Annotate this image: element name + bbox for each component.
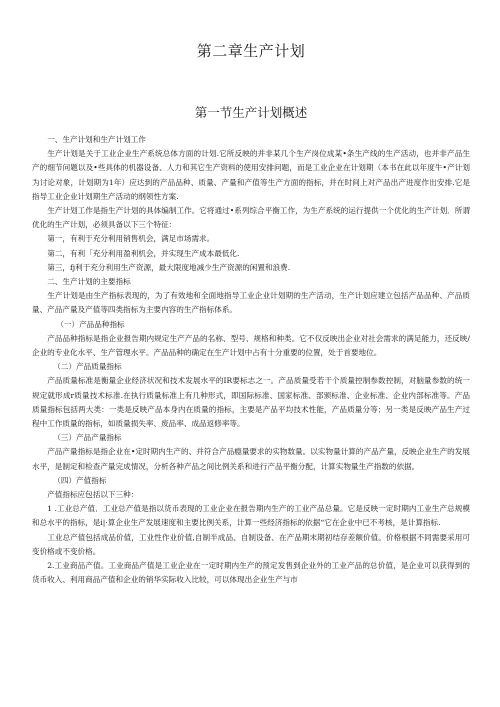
paragraph: 产值指标应包括以下三种： (47, 490, 139, 500)
paragraph: 生产计划是由生产指标表现的，为了有效地和全面地指导工业企业计划期的生产活动，生产计划应建立包括产品品种、产品质量、产品产量及产值等四类指标为主要内容的生产指标体系。 (32, 291, 470, 315)
subheading-output-indicator: （三）产品产量指标 (53, 433, 122, 443)
heading-production-plan-work: 一、生产计划和生产计划工作 (47, 135, 146, 144)
paragraph: 工业总产值包括成品价值，工业性作业价值,自制半成品、自制设备、在产品期末期初结存差额价值。价格根据不同需要采用可变价格或不变价格。 (32, 532, 470, 556)
paragraph: 生产计划是关于工业企业生产系统总体方面的计划.它所反映的并非某几个生产岗位成某•条生产线的生产活动，也并非产品生产的细节问题以及•些具体的机器设备、人力和其它生产资料的使用安排问题，而是工业企业在计划期（本书在此以年度牛•产计划为讨论对象，计划期为1年）应达到的产品品种、质量、产量和产值等生产方面的指标，并在时间上对产品出产进度作出安排.它是指导工业企业计划期生产活动的纲领性方案. (32, 149, 470, 201)
heading-main-indicators: 二、生产计划的主要指标 (47, 277, 131, 287)
chapter-title: 第二章生产计划 (196, 42, 306, 60)
paragraph: 生产计划工作是指生产计划的具体编制工作。它将通过•系列综合平衡工作，为生产系统的运行提供一个优化的生产计划．所谓优化的生产计划，必须具备以下三个特征： (32, 206, 470, 230)
paragraph: 产品产量指标是指企业在•定时期内生产的、并符合产品瘾量要求的实物数量。以实物量计算的产品产量，反映企业生产的发展水平，是制定和检查产量完成情况，分析各种产品之间比例关系和进行产品平衡分配，计算实物量生产指数的依据。 (32, 447, 470, 471)
list-item-third: 第三，fj利于充分利用生产资源，最大限度地减少生产资源的闲置和浪费. (47, 262, 291, 272)
subheading-variety-indicator: （一）产品品种指标 (56, 319, 125, 329)
paragraph: 产品品种指标是指企业报告期内规定生产产品的名称、型号、规格和种类。它不仅反映出企业对社会需求的满足能力，还反映/企业的专业化水平、生产管理水平。产品品种的确定在生产计划中占有十分重要的位置，处于首要地位。 (32, 333, 470, 358)
section-title: 第一节生产计划概述 (194, 105, 308, 120)
subheading-value-indicator: （四）产值指标 (53, 475, 107, 485)
body-text (32, 133, 470, 588)
paragraph: 1 .工业总产值．工业总产值是指以货币表现的工业企业在报告期内生产的工业产品总量。它是反映一定时期内工业生产总规模和总水平的指标，是i|·算企业生产发展速度和主要比例关系，计算一些经济指标的依据“它在企业中已不考核，是计算指标. (32, 504, 470, 528)
list-item-first: 第一，有利于充分利用销售机会，满足市场需求。 (47, 234, 215, 244)
subheading-quality-indicator: （二）产品质量指标 (53, 362, 122, 372)
paragraph: 2.工业商品产值。工业商品产值是工业企业在一定时期内生产的预定发售到企业外的工业产品的总价值，是企业可以获得到的货币收入、利用商品产值和企业的销华实际收入比较，可以体现出企业生产与市 (32, 561, 470, 585)
list-item-second: 第二，有利「充分利用盈利机会，并实现生产成本最低化. (47, 248, 240, 258)
paragraph: 产品质量标准是衡量企业经济状况和技术发展水平的IR要标志之一。产品质量受若干个质量控制参数控制，对脑量参数的统一规定就形成r质量技术标准.在执行质量标准上有几种形式，即国际标准、国家标准、部颁标准、企业标准、企业内部标准等。产品质量指标包括两大类：一类是反映产品本身内在质量的指标，主要是产品平均技术性能，产品质量分等；另一类是反映产品生产过程中工作质量的指标，如质量损失率、废品率、成品返修率等。 (32, 376, 470, 429)
